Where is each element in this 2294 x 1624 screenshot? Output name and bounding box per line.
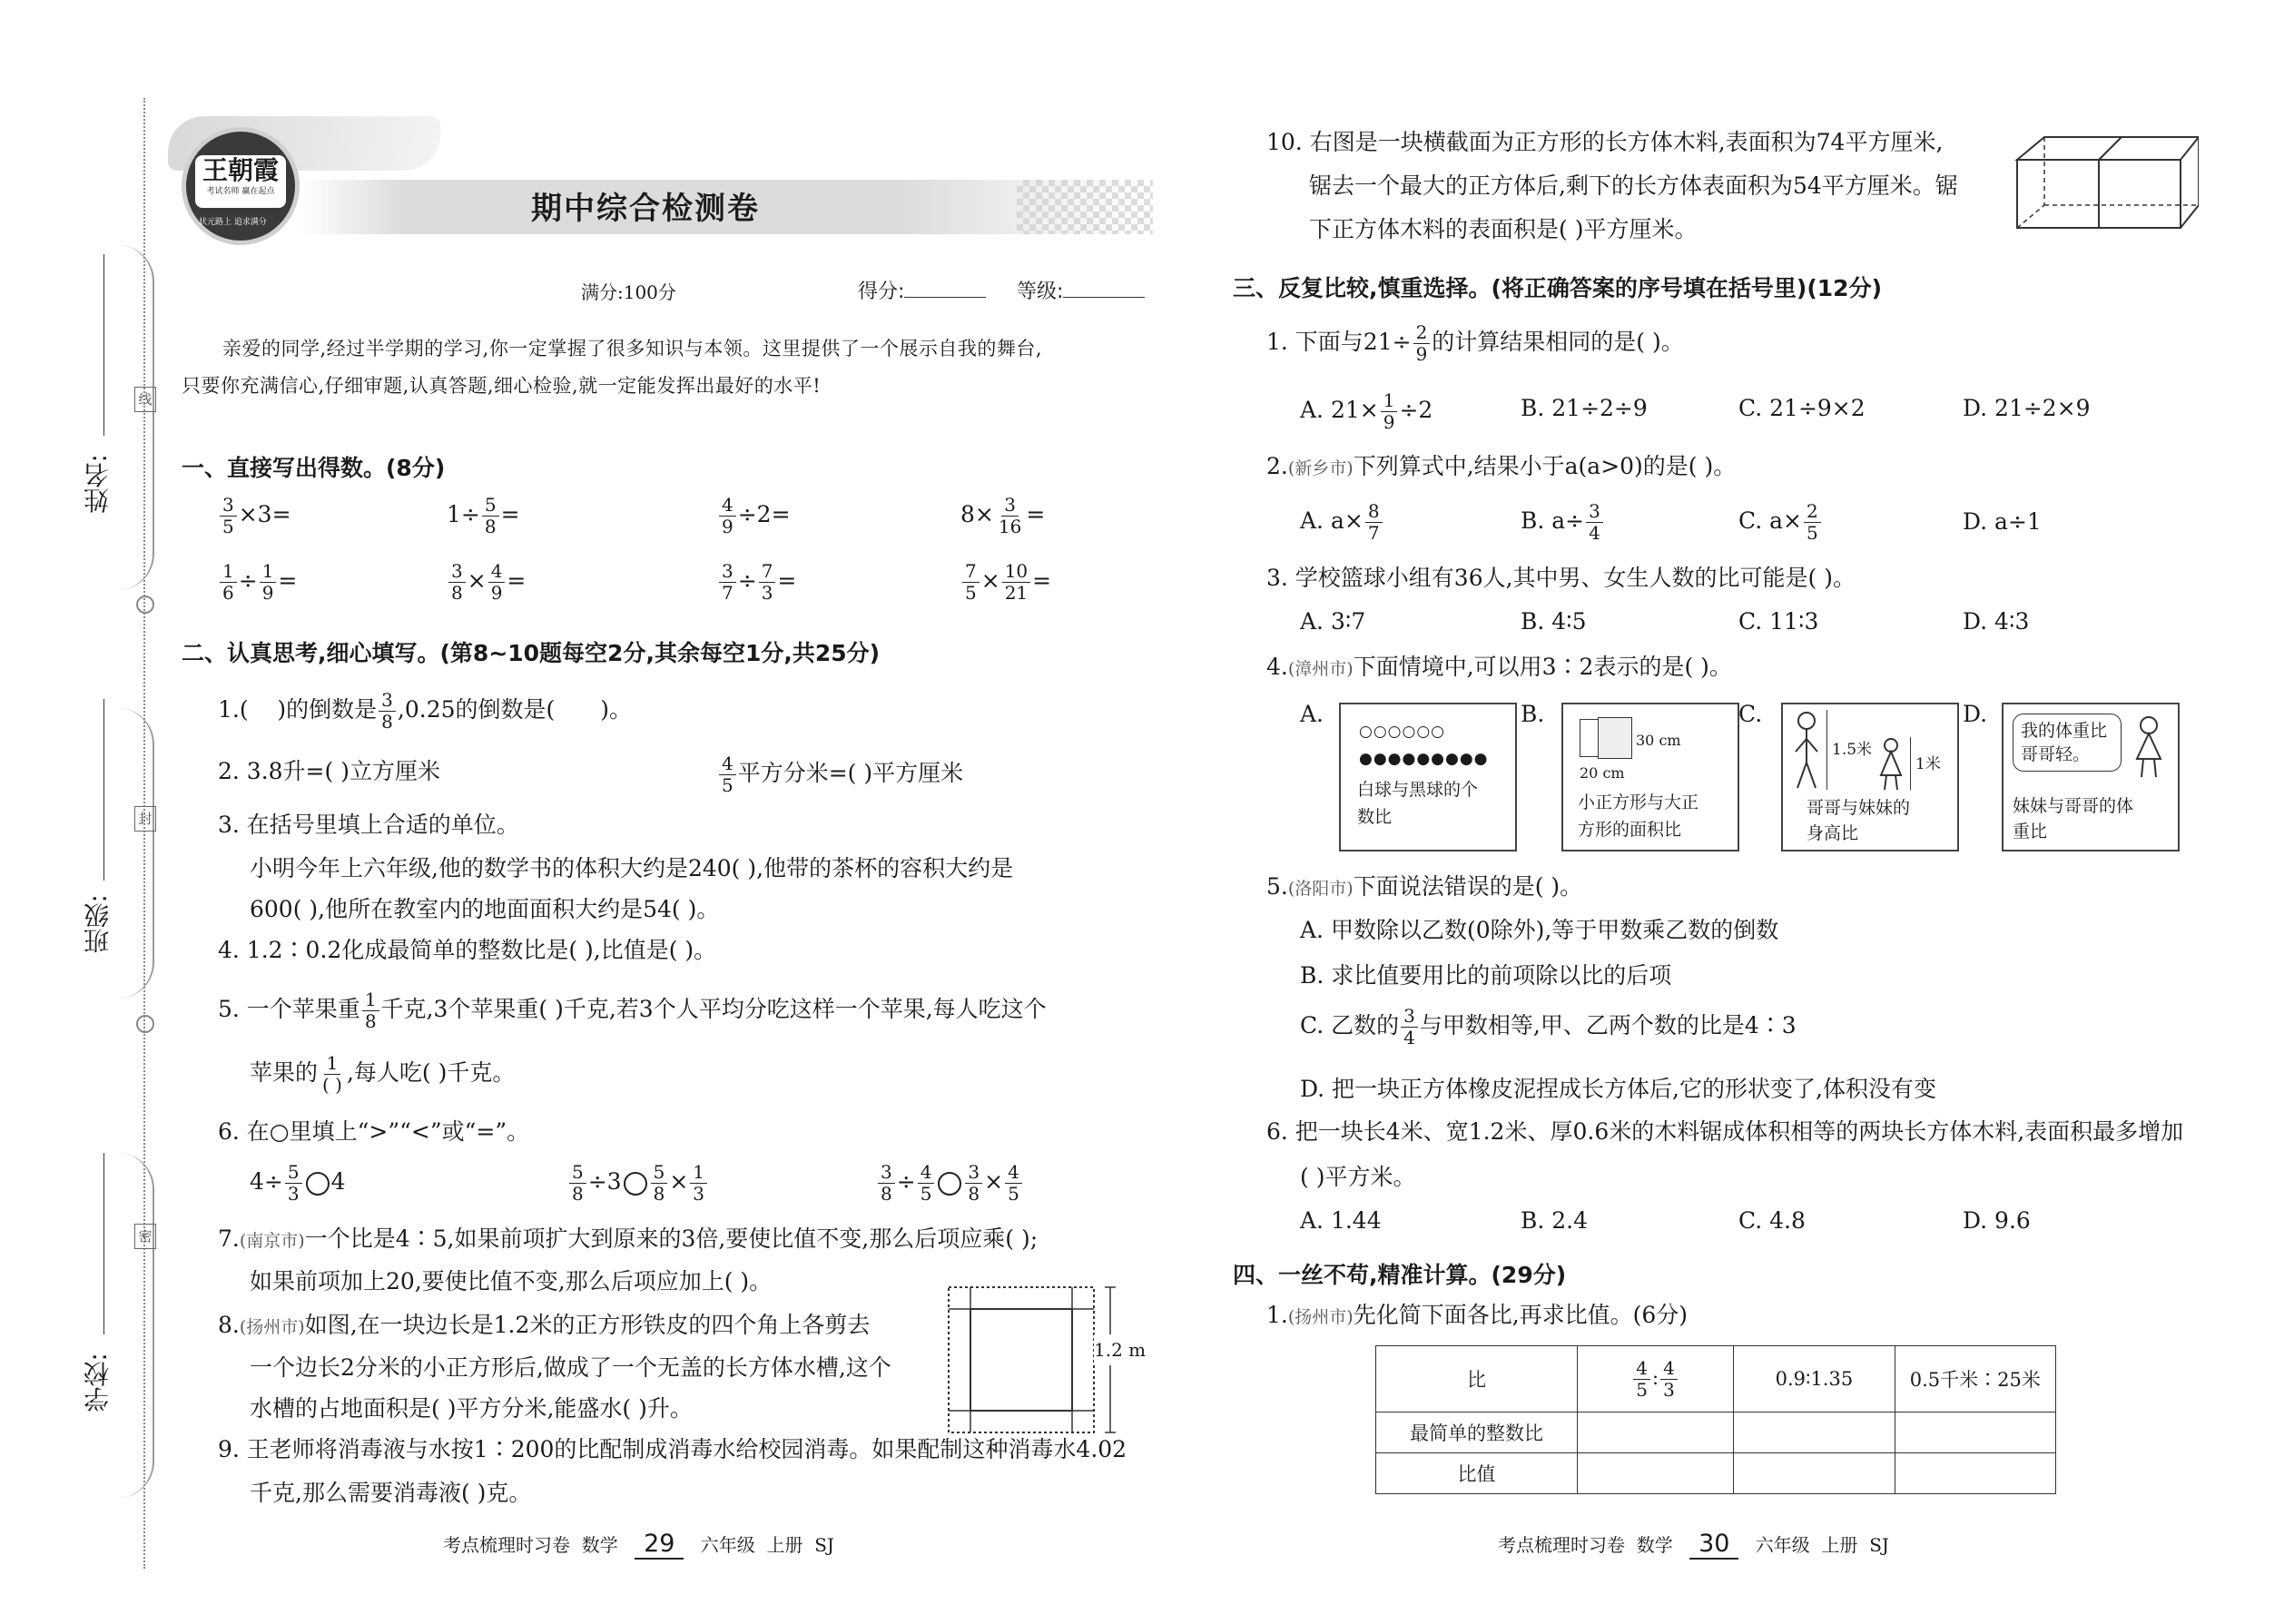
dimension-label: 30 cm <box>1636 732 1681 749</box>
question-3-6-line1: 6. 把一块长4米、宽1.2米、厚0.6米的木料锯成体积相等的两块长方体木料,表面积最多增加 <box>1266 1118 2184 1145</box>
tin-sheet-dimension: 1.2 m <box>1094 1334 1146 1365</box>
binding-curve-mid <box>109 708 154 999</box>
binding-curve-low <box>109 1153 154 1498</box>
answer-cell[interactable] <box>1734 1453 1895 1494</box>
question-2-3-title: 3. 在括号里填上合适的单位。 <box>218 812 519 838</box>
calc-item: 1÷ $\frac{5}{8}$ = <box>447 494 520 537</box>
table-row <box>1376 1346 2056 1412</box>
binding-hole-icon <box>136 1015 154 1033</box>
question-3-1: 1. 下面与21÷ $\frac{2}{9}$ 的计算结果相同的是( )。 <box>1266 321 1684 365</box>
question-2-9-line2: 千克,那么需要消毒液( )克。 <box>250 1480 532 1506</box>
seal-label-seal: 封 <box>134 806 156 832</box>
table-row-label: 比值 <box>1376 1453 1578 1494</box>
page-number: 29 <box>635 1530 684 1560</box>
caption: 重比 <box>2013 822 2048 842</box>
logo-inner <box>195 155 286 208</box>
option-3-6-b[interactable]: B. 2.4 <box>1521 1207 1589 1234</box>
question-3-3: 3. 学校篮球小组有36人,其中男、女生人数的比可能是( )。 <box>1266 565 1856 591</box>
caption: 哥哥与妹妹的 <box>1807 798 1911 818</box>
answer-cell[interactable] <box>1734 1412 1895 1453</box>
height-label: 1米 <box>1915 755 1941 773</box>
white-balls: ○○○○○○ <box>1359 723 1446 741</box>
question-2-10-line3: 下正方体木料的表面积是( )平方厘米。 <box>1309 216 1698 242</box>
seal-label-secret: 密 <box>134 1224 156 1249</box>
compare-circle[interactable] <box>938 1172 961 1196</box>
option-3-6-a[interactable]: A. 1.44 <box>1300 1207 1382 1234</box>
question-2-2b: $\frac{4}{5}$ 平方分米=( )平方厘米 <box>717 753 963 796</box>
option-3-2-c[interactable]: C. a× $\frac{2}{5}$ <box>1738 501 1823 544</box>
girl-figure-icon <box>1876 737 1906 792</box>
boy-figure-icon <box>1788 710 1825 792</box>
answer-cell[interactable] <box>1577 1412 1733 1453</box>
option-3-4-b-box[interactable] <box>1561 703 1739 851</box>
seal-label-line: 线 <box>134 387 156 412</box>
option-3-1-b[interactable]: B. 21÷2÷9 <box>1521 395 1648 421</box>
option-3-5-d[interactable]: D. 把一块正方体橡皮泥捏成长方体后,它的形状变了,体积没有变 <box>1300 1076 1936 1102</box>
school-field[interactable] <box>103 1153 104 1334</box>
name-field[interactable] <box>103 254 104 436</box>
option-3-4-d-letter[interactable]: D. <box>1963 701 1988 727</box>
table-cell: $\frac{4}{5}$ : $\frac{4}{3}$ <box>1577 1346 1733 1412</box>
dimension-label: 20 cm <box>1580 764 1625 782</box>
compare-item: $\frac{3}{8}$ ÷ $\frac{4}{5}$ $\frac{3}{8}$ × $\frac{4}{5}$ <box>876 1162 1024 1205</box>
table-row-label: 最简单的整数比 <box>1376 1412 1578 1453</box>
bubble-text: 我的体重比 <box>2021 721 2108 741</box>
question-2-8-line2: 一个边长2分米的小正方形后,做成了一个无盖的长方体水槽,这个 <box>250 1354 891 1381</box>
option-3-5-b[interactable]: B. 求比值要用比的前项除以比的后项 <box>1300 962 1672 989</box>
caption: 方形的面积比 <box>1578 820 1682 840</box>
compare-item: $\frac{5}{8}$ ÷3 $\frac{5}{8}$ × $\frac{1}{3}$ <box>567 1162 709 1205</box>
question-2-7-line2: 如果前项加上20,要使比值不变,那么后项应加上( )。 <box>250 1268 773 1294</box>
table-row <box>1376 1412 2056 1453</box>
question-2-8-line1: 8.(扬州市)如图,在一块边长是1.2米的正方形铁皮的四个角上各剪去 <box>218 1312 871 1338</box>
name-label: 姓名: <box>83 454 113 514</box>
calc-item: $\frac{3}{5}$ ×3= <box>218 495 291 537</box>
table-cell: 0.5千米∶25米 <box>1895 1346 2055 1412</box>
section1-heading: 一、直接写出得数。(8分) <box>182 455 446 481</box>
question-3-2: 2.(新乡市)下列算式中,结果小于a(a>0)的是( )。 <box>1266 453 1737 479</box>
height-marker <box>1826 710 1827 790</box>
score-field[interactable] <box>904 297 986 298</box>
class-field[interactable] <box>103 699 104 881</box>
caption: 小正方形与大正 <box>1578 792 1699 812</box>
option-3-1-c[interactable]: C. 21÷9×2 <box>1738 395 1866 421</box>
question-2-5-line2: 苹果的 $\frac{1}{( )}$ ,每人吃( )千克。 <box>250 1052 516 1096</box>
large-square-shape <box>1598 717 1632 759</box>
question-2-1: 1.( )的倒数是 $\frac{3}{8}$ ,0.25的倒数是( )。 <box>218 689 633 733</box>
grade-field[interactable] <box>1063 297 1145 298</box>
question-2-10-line2: 锯去一个最大的正方体后,剩下的长方体表面积为54平方厘米。锯 <box>1309 172 1958 199</box>
question-3-4: 4.(漳州市)下面情境中,可以用3∶2表示的是( )。 <box>1266 654 1732 680</box>
option-3-3-d[interactable]: D. 4∶3 <box>1963 608 2030 635</box>
option-3-2-d[interactable]: D. a÷1 <box>1963 508 2042 535</box>
speech-bubble <box>2013 714 2122 772</box>
answer-cell[interactable] <box>1895 1412 2055 1453</box>
title-checker <box>1017 180 1153 234</box>
option-3-2-a[interactable]: A. a× $\frac{8}{7}$ <box>1300 501 1384 544</box>
question-2-6-title: 6. 在○里填上“>”“<”或“=”。 <box>218 1118 530 1145</box>
intro-line-2: 只要你充满信心,仔细审题,认真答题,细心检验,就一定能发挥出最好的水平! <box>182 375 822 397</box>
table-row <box>1376 1453 2056 1494</box>
logo-slogan: 考试名师 赢在起点 <box>206 187 275 196</box>
caption: 身高比 <box>1807 823 1859 843</box>
school-label: 学校: <box>83 1353 113 1412</box>
calc-item: 8× $\frac{3}{16}$ = <box>960 494 1046 537</box>
option-3-4-b-letter[interactable]: B. <box>1521 701 1545 727</box>
grade-label: 等级: <box>1017 277 1145 308</box>
option-3-5-c[interactable]: C. 乙数的 $\frac{3}{4}$ 与甲数相等,甲、乙两个数的比是4∶3 <box>1300 1005 1797 1048</box>
option-3-6-d[interactable]: D. 9.6 <box>1963 1207 2031 1234</box>
option-3-4-a-letter[interactable]: A. <box>1300 701 1324 727</box>
section4-heading: 四、一丝不苟,精准计算。(29分) <box>1233 1262 1567 1288</box>
compare-circle[interactable] <box>306 1172 330 1196</box>
girl-figure-icon <box>2131 715 2167 779</box>
calc-item: $\frac{4}{9}$ ÷2= <box>717 495 791 537</box>
answer-cell[interactable] <box>1895 1453 2055 1494</box>
calc-item: $\frac{3}{8}$ × $\frac{4}{9}$ = <box>447 561 526 604</box>
question-2-4: 4. 1.2∶0.2化成最简单的整数比是( ),比值是( )。 <box>218 937 717 963</box>
question-2-9-line1: 9. 王老师将消毒液与水按1∶200的比配制成消毒水给校园消毒。如果配制这种消毒水4.02 <box>218 1436 1127 1462</box>
question-2-7-line1: 7.(南京市)一个比是4∶5,如果前项扩大到原来的3倍,要使比值不变,那么后项应乘( ); <box>218 1225 1039 1252</box>
footer-left: 考点梳理时习卷 数学 29 六年级 上册 SJ <box>443 1530 834 1558</box>
caption: 数比 <box>1357 807 1393 827</box>
logo-ribbon-text: 状元路上 追求满分 <box>199 218 267 227</box>
black-balls: ●●●●●●●●● <box>1359 750 1489 768</box>
option-3-3-a[interactable]: A. 3∶7 <box>1300 608 1366 635</box>
table-cell: 0.9∶1.35 <box>1734 1346 1895 1412</box>
section3-heading: 三、反复比较,慎重选择。(将正确答案的序号填在括号里)(12分) <box>1233 275 1882 301</box>
question-4-1: 1.(扬州市)先化简下面各比,再求比值。(6分) <box>1266 1302 1689 1328</box>
binding-curve-top <box>109 245 154 590</box>
option-3-1-a[interactable]: A. 21× $\frac{1}{9}$ ÷2 <box>1300 389 1433 433</box>
option-3-4-a-box[interactable] <box>1339 703 1517 851</box>
ratio-table <box>1375 1345 2056 1494</box>
option-3-1-d[interactable]: D. 21÷2×9 <box>1963 395 2091 421</box>
option-3-4-c-letter[interactable]: C. <box>1738 701 1763 727</box>
option-3-5-a[interactable]: A. 甲数除以乙数(0除外),等于甲数乘乙数的倒数 <box>1300 917 1779 943</box>
class-label: 班级: <box>83 894 113 954</box>
intro-line-1: 亲爱的同学,经过半学期的学习,你一定掌握了很多知识与本领。这里提供了一个展示自我的舞台, <box>222 338 1043 359</box>
question-2-3-line1: 小明今年上六年级,他的数学书的体积大约是240( ),他带的茶杯的容积大约是 <box>250 855 1014 881</box>
question-3-5: 5.(洛阳市)下面说法错误的是( )。 <box>1266 873 1583 900</box>
compare-circle[interactable] <box>624 1172 647 1196</box>
compare-item: 4÷ $\frac{5}{3}$ 4 <box>250 1161 346 1205</box>
option-3-4-d-box[interactable] <box>2002 703 2180 851</box>
wood-block-figure <box>2008 133 2199 237</box>
option-3-6-c[interactable]: C. 4.8 <box>1738 1207 1806 1234</box>
page-number: 30 <box>1689 1530 1738 1560</box>
logo-brand-text: 王朝霞 <box>202 155 279 185</box>
question-2-10-line1: 10. 右图是一块横截面为正方形的长方体木料,表面积为74平方厘米, <box>1266 129 1944 155</box>
height-marker <box>1910 737 1911 790</box>
logo-badge <box>182 127 300 245</box>
answer-cell[interactable] <box>1577 1453 1733 1494</box>
calc-item: $\frac{1}{6}$ ÷ $\frac{1}{9}$ = <box>218 561 297 604</box>
bubble-text: 哥哥轻。 <box>2021 744 2091 764</box>
calc-item: $\frac{7}{5}$ × $\frac{10}{21}$ = <box>960 561 1051 604</box>
question-2-3-line2: 600( ),他所在教室内的地面面积大约是54( )。 <box>250 896 720 922</box>
option-3-4-c-box[interactable] <box>1781 703 1959 851</box>
full-score: 满分:100分 <box>581 281 676 303</box>
score-label: 得分: <box>858 277 986 308</box>
question-2-2a: 2. 3.8升=( )立方厘米 <box>218 758 440 784</box>
table-row-label: 比 <box>1376 1346 1578 1412</box>
caption: 白球与黑球的个 <box>1357 780 1479 800</box>
option-3-2-b[interactable]: B. a÷ $\frac{3}{4}$ <box>1521 501 1605 544</box>
option-3-3-b[interactable]: B. 4∶5 <box>1521 608 1587 635</box>
binding-hole-icon <box>136 595 154 614</box>
footer-right: 考点梳理时习卷 数学 30 六年级 上册 SJ <box>1498 1530 1889 1558</box>
option-3-3-c[interactable]: C. 11∶3 <box>1738 608 1819 635</box>
question-2-8-line3: 水槽的占地面积是( )平方分米,能盛水( )升。 <box>250 1395 693 1422</box>
page-title: 期中综合检测卷 <box>531 191 760 227</box>
question-3-6-line2: ( )平方米。 <box>1300 1164 1416 1190</box>
caption: 妹妹与哥哥的体 <box>2013 796 2134 816</box>
height-label: 1.5米 <box>1832 741 1873 759</box>
section2-heading: 二、认真思考,细心填写。(第8~10题每空2分,其余每空1分,共25分) <box>182 640 881 666</box>
question-2-5-line1: 5. 一个苹果重 $\frac{1}{8}$ 千克,3个苹果重( )千克,若3个人平均分吃这样一个苹果,每人吃这个 <box>218 989 1047 1032</box>
calc-item: $\frac{3}{7}$ ÷ $\frac{7}{3}$ = <box>717 561 796 604</box>
